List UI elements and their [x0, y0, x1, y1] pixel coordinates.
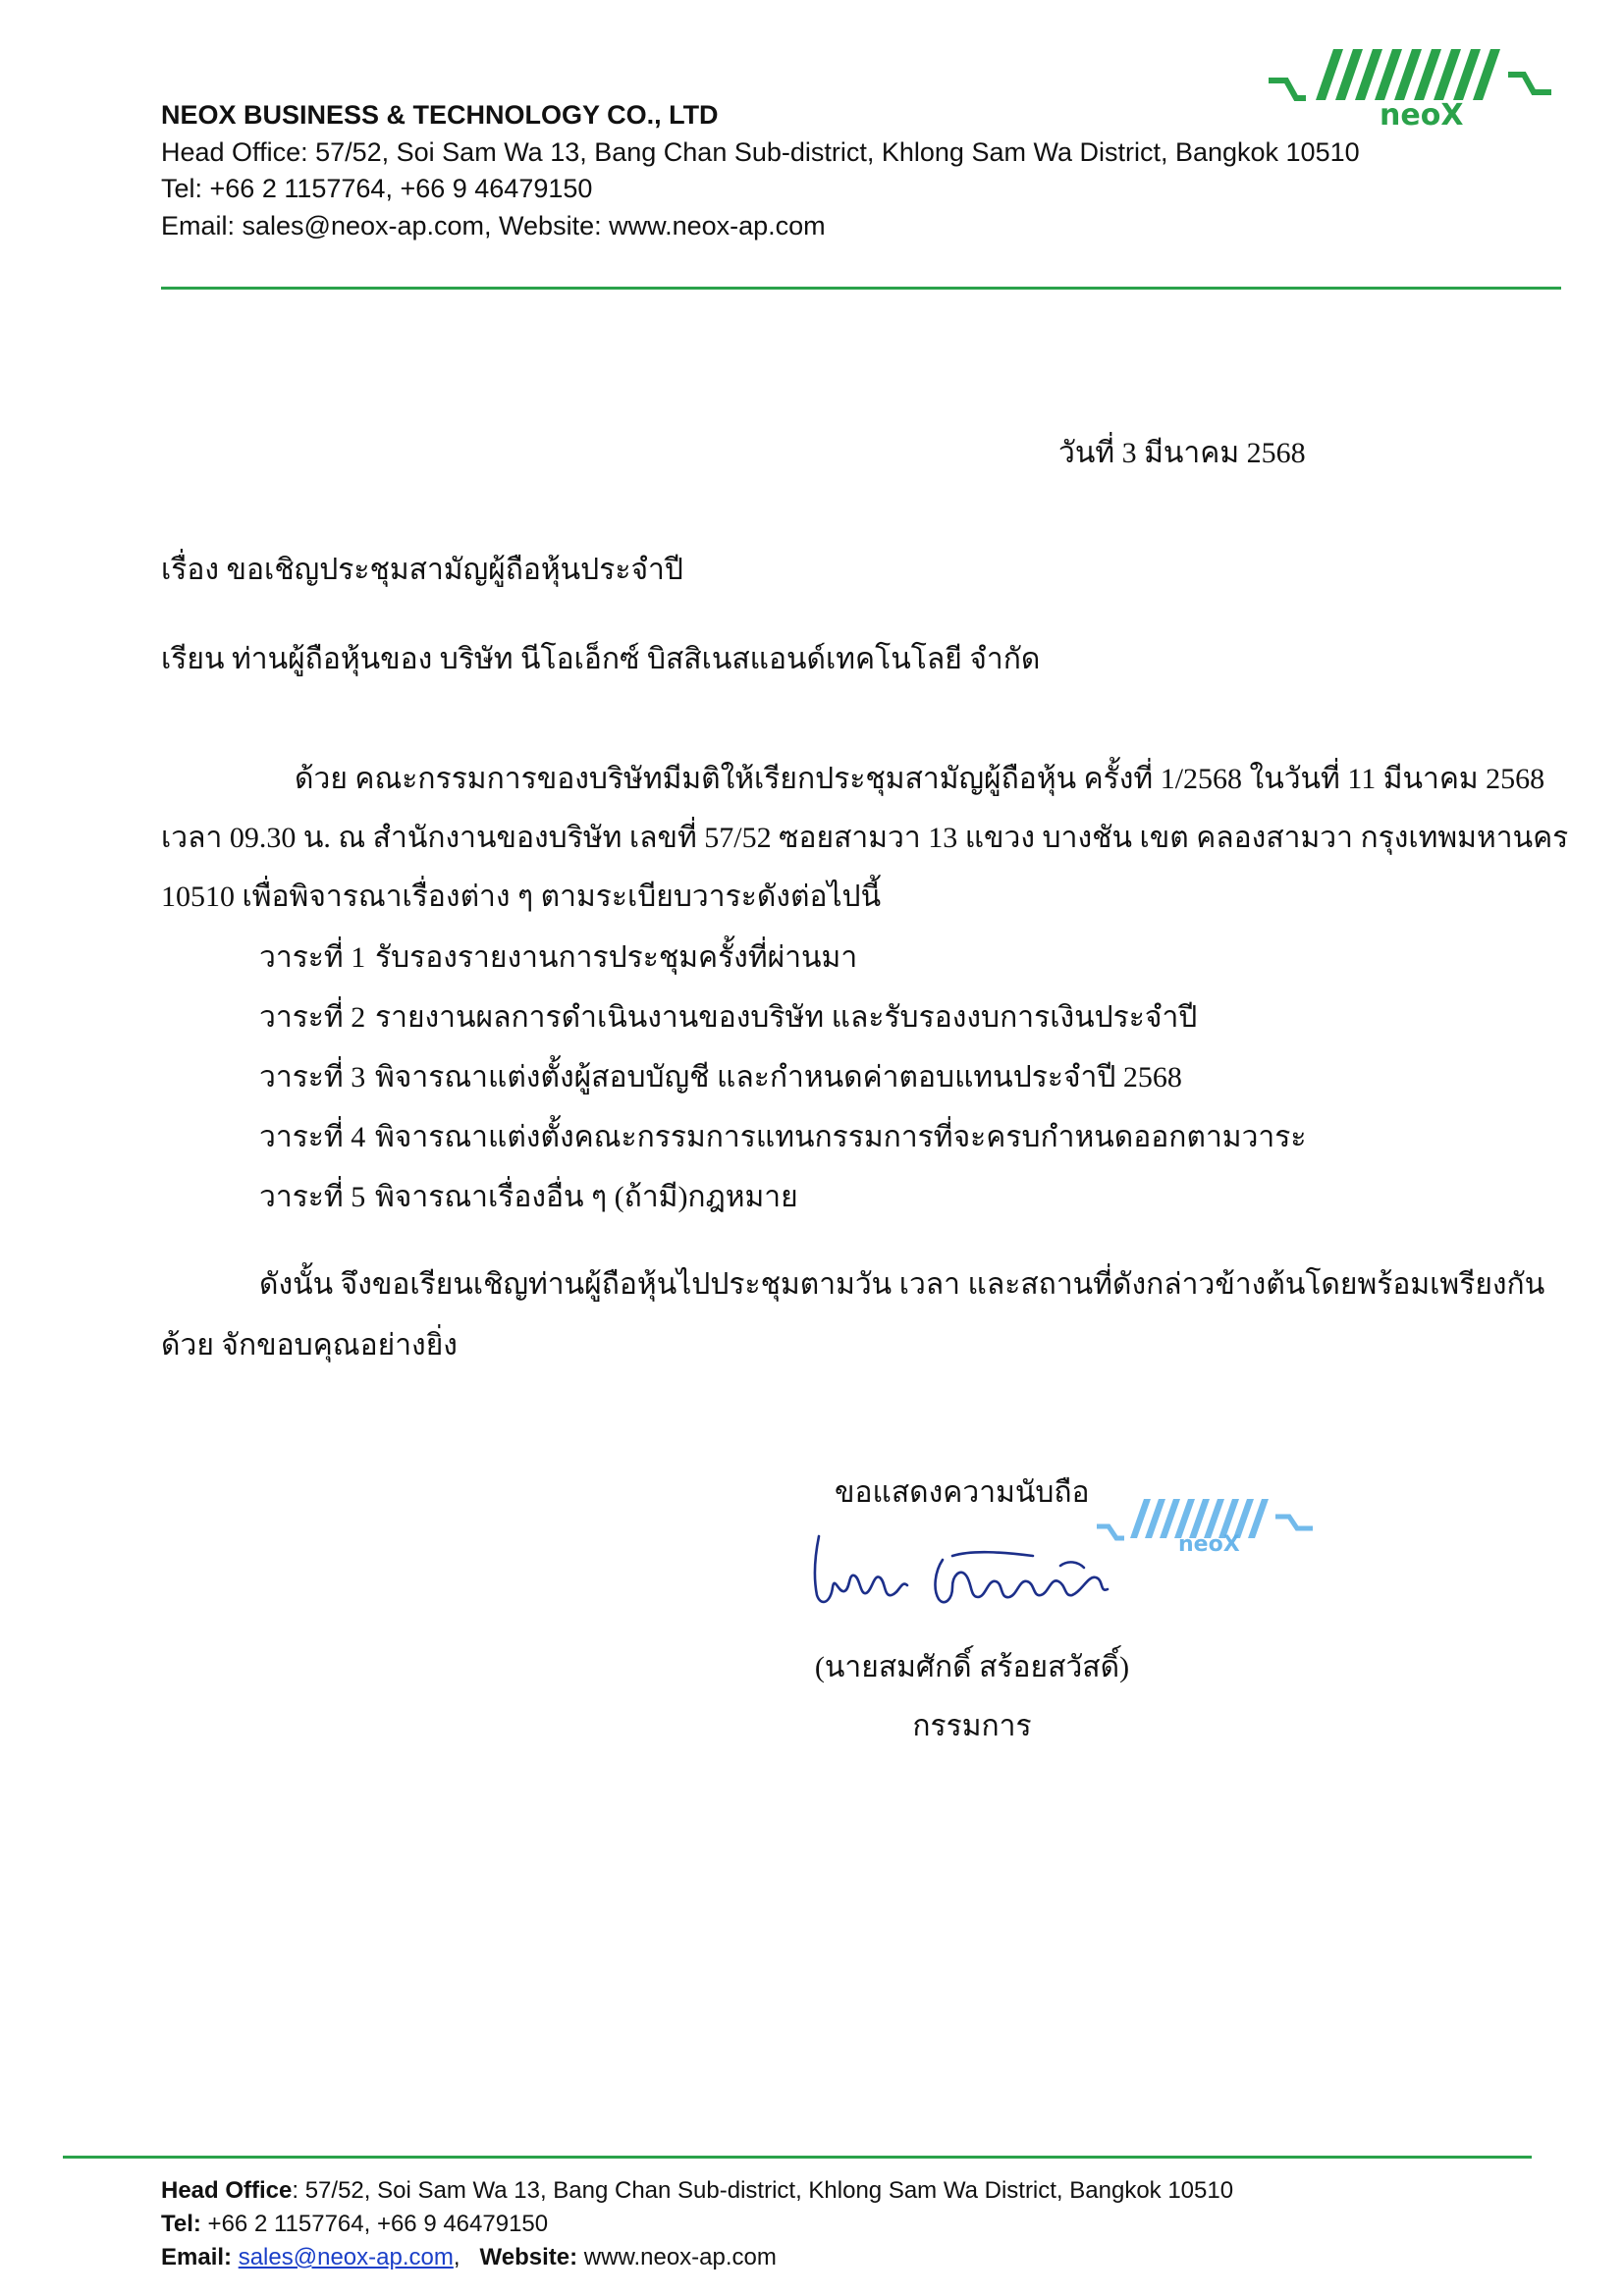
agenda-number: วาระที่ 4	[259, 1121, 366, 1153]
footer-tel-value: +66 2 1157764, +66 9 46479150	[200, 2211, 549, 2237]
regards-text: ขอแสดงความนับถือ	[835, 1476, 1090, 1509]
agenda-text: พิจารณาเรื่องอื่น ๆ (ถ้ามี)กฎหมาย	[375, 1181, 798, 1213]
footer-divider	[63, 2156, 1532, 2159]
letter-subject: เรื่อง ขอเชิญประชุมสามัญผู้ถือหุ้นประจำปี	[161, 554, 683, 586]
body-paragraph-line: เวลา 09.30 น. ณ สำนักงานของบริษัท เลขที่ 57/52 ซอยสามวา 13 แขวง บางชัน เขต คลองสามวา กรุงเทพมหานคร	[161, 822, 1569, 854]
footer-separator: ,	[453, 2244, 460, 2270]
agenda-number: วาระที่ 3	[259, 1061, 366, 1094]
closing-paragraph-line: ดังนั้น จึงขอเรียนเชิญท่านผู้ถือหุ้นไปประชุมตามวัน เวลา และสถานที่ดังกล่าวข้างต้นโดยพร้อมเพรียงกัน	[259, 1268, 1545, 1301]
footer-office	[161, 2177, 1233, 2205]
signer-name: (นายสมศักดิ์ สร้อยสวัสดิ์)	[814, 1651, 1130, 1683]
footer-contact	[161, 2244, 777, 2271]
footer-office-value: : 57/52, Soi Sam Wa 13, Bang Chan Sub-district, Khlong Sam Wa District, Bangkok 10510	[292, 2177, 1234, 2204]
header-divider	[161, 287, 1561, 290]
agenda-number: วาระที่ 2	[259, 1001, 366, 1034]
agenda-text: รับรองรายงานการประชุมครั้งที่ผ่านมา	[375, 941, 858, 974]
agenda-text: รายงานผลการดำเนินงานของบริษัท และรับรองงบการเงินประจำปี	[375, 1001, 1198, 1034]
agenda-item	[259, 994, 1197, 1041]
closing-paragraph-line: ด้วย จักขอบคุณอย่างยิ่ง	[161, 1329, 458, 1362]
agenda-item	[259, 1114, 1307, 1160]
logo-mark	[1269, 49, 1551, 100]
company-logo	[1267, 39, 1620, 137]
header-email: Email: sales@neox-ap.com, Website: www.neox-ap.com	[161, 211, 826, 240]
company-stamp	[1095, 1487, 1360, 1561]
agenda-number: วาระที่ 5	[259, 1181, 366, 1213]
agenda-item	[259, 1054, 1182, 1100]
signer-title: กรรมการ	[912, 1710, 1032, 1742]
footer-tel-label: Tel:	[161, 2211, 201, 2237]
footer-website-value[interactable]: www.neox-ap.com	[577, 2244, 777, 2270]
footer-email-link[interactable]: sales@neox-ap.com	[238, 2244, 454, 2270]
agenda-item	[259, 934, 857, 981]
footer-website-label: Website:	[479, 2244, 578, 2270]
logo-text: neoX	[1380, 98, 1464, 133]
letter-date: วันที่ 3 มีนาคม 2568	[1058, 437, 1306, 469]
stamp-text: neoX	[1178, 1532, 1240, 1557]
agenda-text: พิจารณาแต่งตั้งคณะกรรมการแทนกรรมการที่จะครบกำหนดออกตามวาระ	[375, 1121, 1307, 1153]
agenda-item	[259, 1174, 798, 1220]
body-paragraph-line: 10510 เพื่อพิจารณาเรื่องต่าง ๆ ตามระเบียบวาระดังต่อไปนี้	[161, 881, 882, 913]
agenda-number: วาระที่ 1	[259, 941, 366, 974]
handwritten-signature	[805, 1517, 1119, 1625]
footer-office-label: Head Office	[161, 2177, 293, 2204]
header-address: Head Office: 57/52, Soi Sam Wa 13, Bang Chan Sub-district, Khlong Sam Wa District, Bangkok 10510	[161, 137, 1360, 167]
body-paragraph-line: ด้วย คณะกรรมการของบริษัทมีมติให้เรียกประชุมสามัญผู้ถือหุ้น ครั้งที่ 1/2568 ในวันที่ 11 มีนาคม 2568	[295, 763, 1545, 795]
company-name: NEOX BUSINESS & TECHNOLOGY CO., LTD	[161, 100, 719, 130]
header-tel: Tel: +66 2 1157764, +66 9 46479150	[161, 174, 593, 203]
agenda-text: พิจารณาแต่งตั้งผู้สอบบัญชี และกำหนดค่าตอบแทนประจำปี 2568	[375, 1061, 1182, 1094]
letter-salutation: เรียน ท่านผู้ถือหุ้นของ บริษัท นีโอเอ็กซ์ บิสสิเนสแอนด์เทคโนโลยี จำกัด	[161, 643, 1041, 675]
footer-tel	[161, 2211, 548, 2238]
footer-email-label: Email:	[161, 2244, 233, 2270]
